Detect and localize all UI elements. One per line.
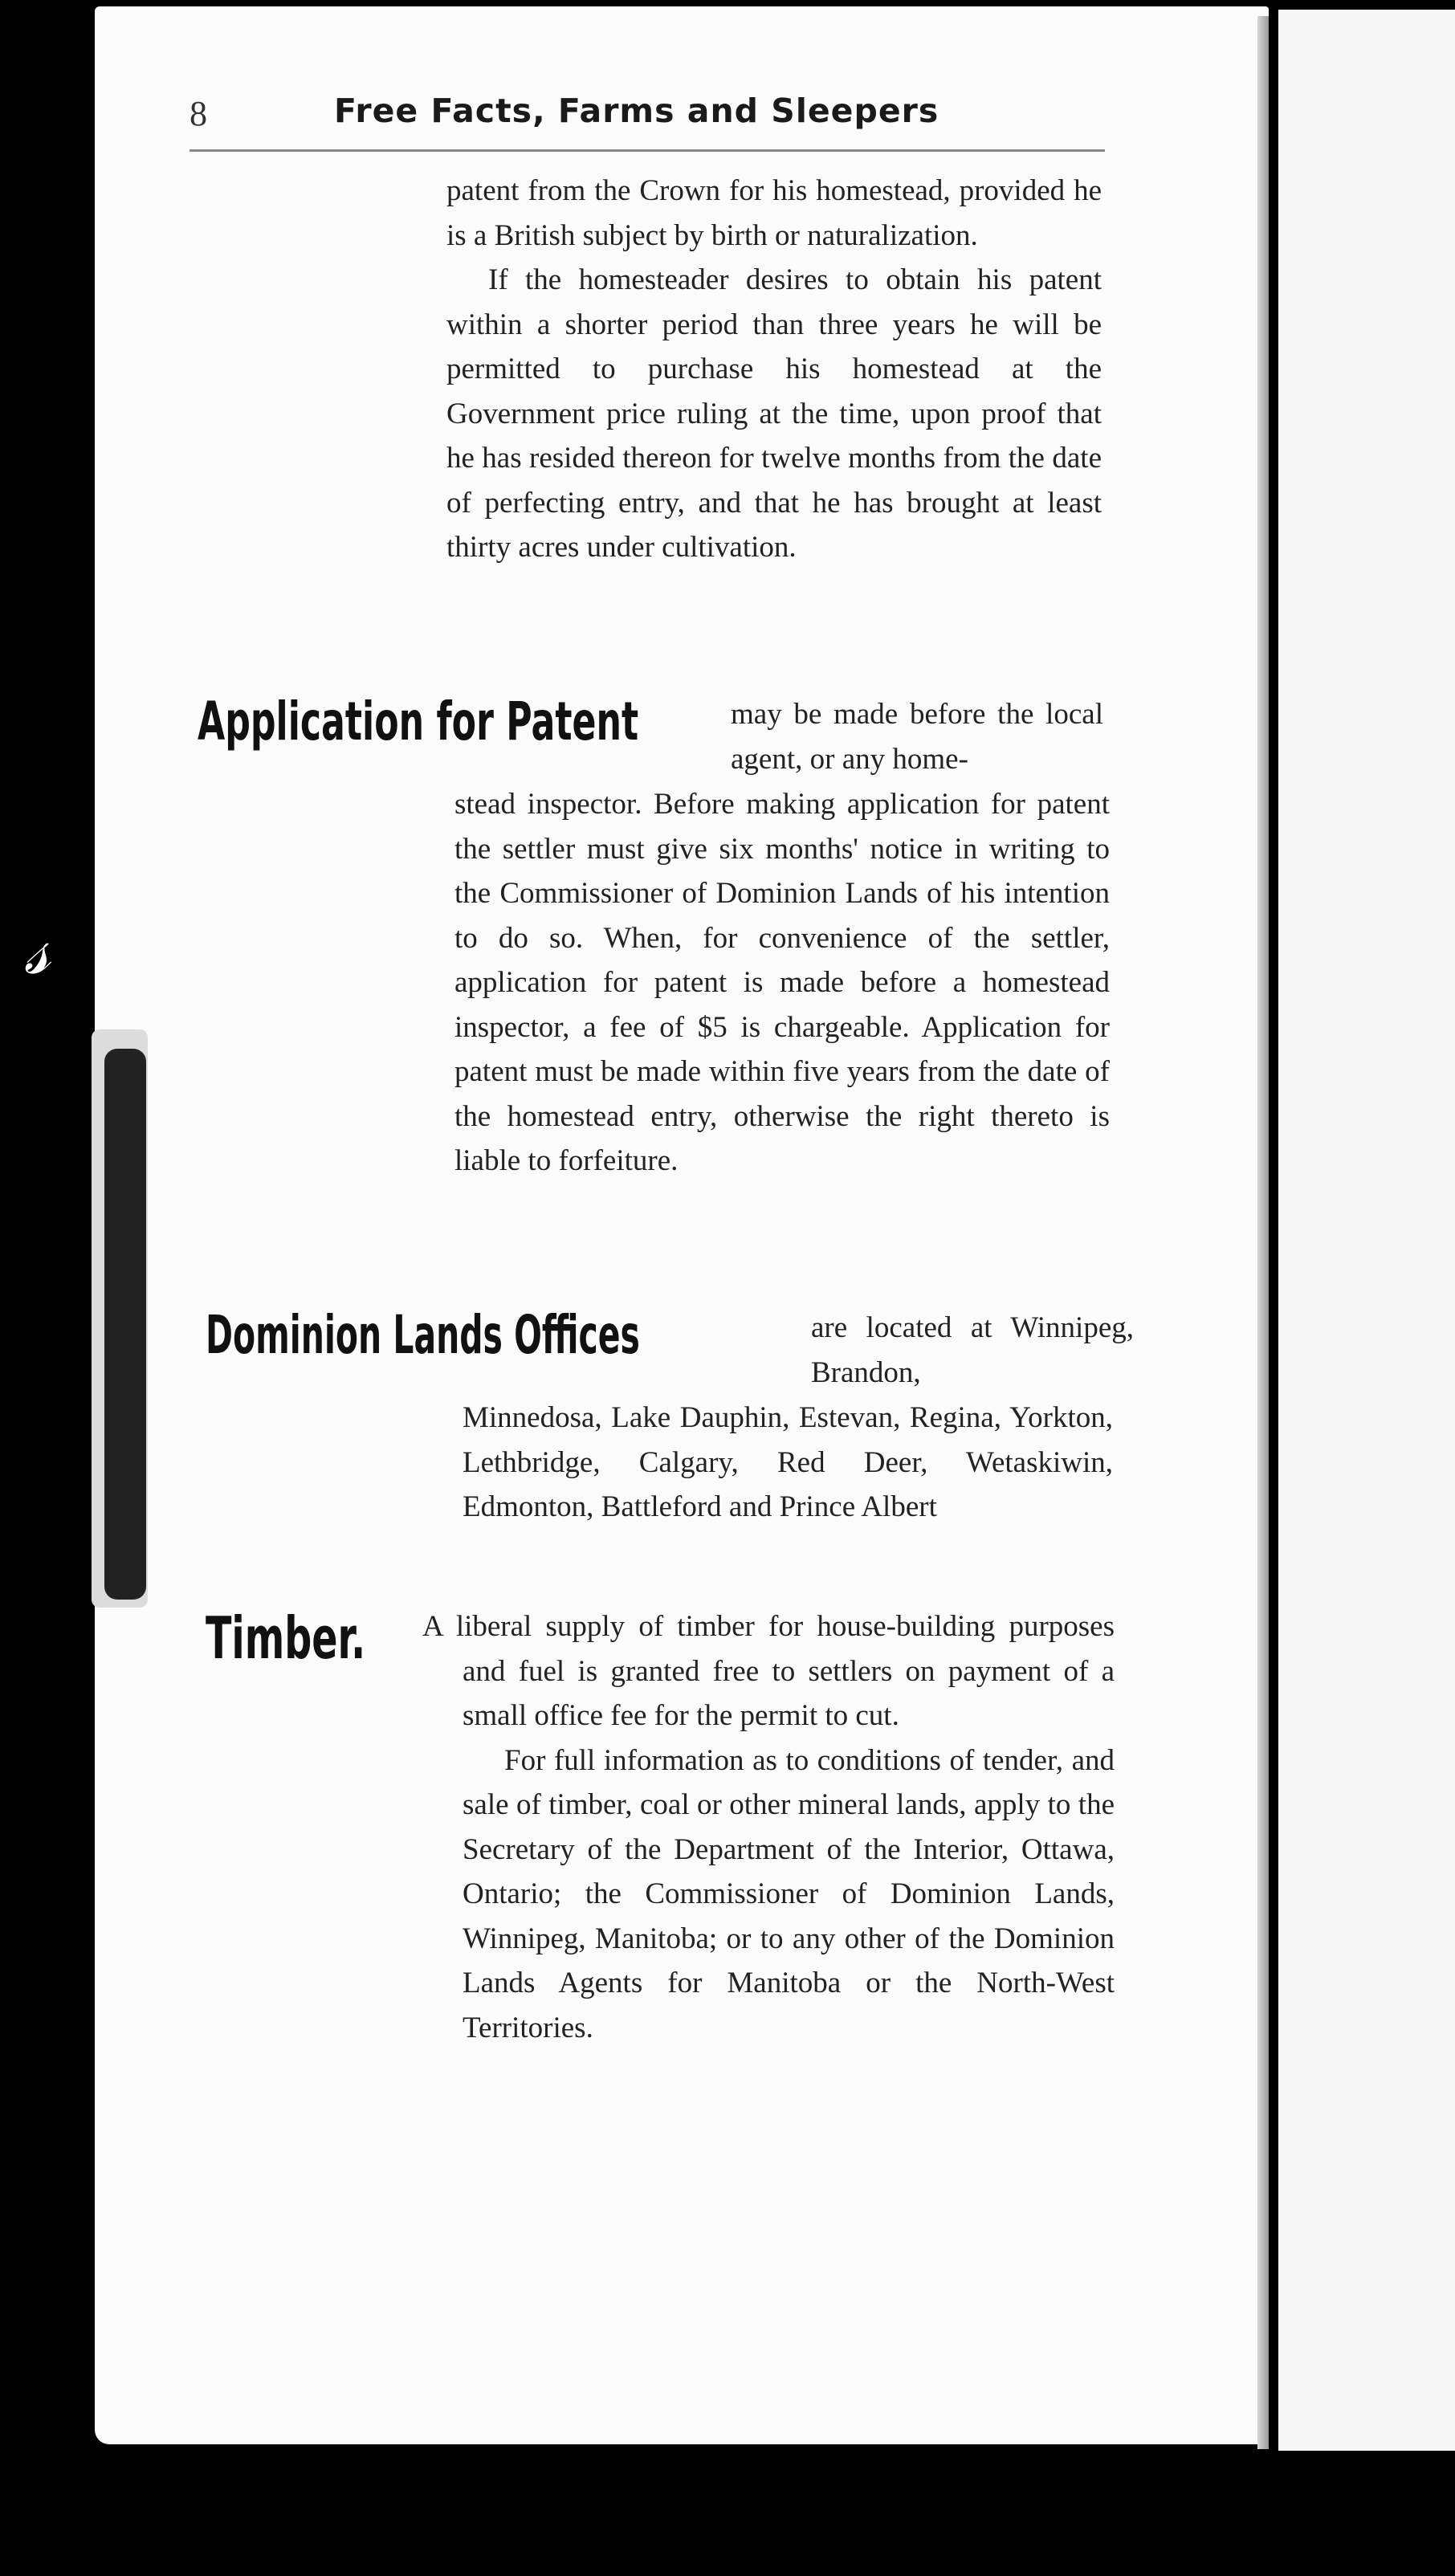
offices-body: Minnedosa, Lake Dauphin, Estevan, Regina, Yorkton, Lethbridge, Calgary, Red Deer, Wetaskiwin, Edmonton, Battleford and Prince Albert	[463, 1401, 1113, 1523]
application-body: stead inspector. Before making application for patent the settler must give six months' notice in writing to the Commissioner of Dominion Lands of his intention to do so. When, for convenience of the settler, application for patent is made before a homestead inspector, a fee of $5 is chargeable. Application for patent must be made within five years from the date of the homestead entry, otherwise the right thereto is liable to forfeiture.	[454, 788, 1110, 1177]
binding-clip-shadow	[104, 1049, 146, 1600]
intro-paragraph-1: patent from the Crown for his homestead, provided he is a British subject by birth or naturalization.	[446, 174, 1102, 252]
timber-paragraph-1: A liberal supply of timber for house-building purposes and fuel is granted free to settlers on payment of a small office fee for the permit to cut.	[422, 1610, 1115, 1732]
application-heading: Application for Patent	[198, 691, 639, 752]
intro-paragraph-2: If the homesteader desires to obtain his patent within a shorter period than three years he will be permitted to purchase his homestead at the Government price ruling at the time, upon proof that he has resided thereon for twelve months from the date of perfecting entry, and that he has brought at least thirty acres under cultivation.	[446, 263, 1102, 564]
timber-heading: Timber.	[206, 1604, 366, 1672]
timber-section	[422, 1604, 1115, 2050]
margin-pencil-mark: 𝓈	[24, 907, 51, 990]
page-number: 8	[190, 94, 207, 133]
offices-heading: Dominion Lands Offices	[206, 1304, 640, 1366]
application-lead: may be made before the local agent, or any home-	[731, 698, 1103, 776]
timber-paragraph-2: For full information as to conditions of tender, and sale of timber, coal or other mineral lands, apply to the Secretary of the Department of the Interior, Ottawa, Ontario; the Commissioner of Dominion Lands, Winnipeg, Manitoba; or to any other of the Dominion Lands Agents for Manitoba or the North-West Territories.	[463, 1743, 1115, 2044]
page-header	[190, 88, 1105, 152]
intro-section	[446, 169, 1102, 570]
adjacent-page-edge	[1278, 10, 1455, 2451]
page-spine-shadow	[1257, 16, 1269, 2449]
offices-lead: are located at Winnipeg, Brandon,	[811, 1311, 1134, 1389]
running-title: Free Facts, Farms and Sleepers	[334, 92, 939, 130]
